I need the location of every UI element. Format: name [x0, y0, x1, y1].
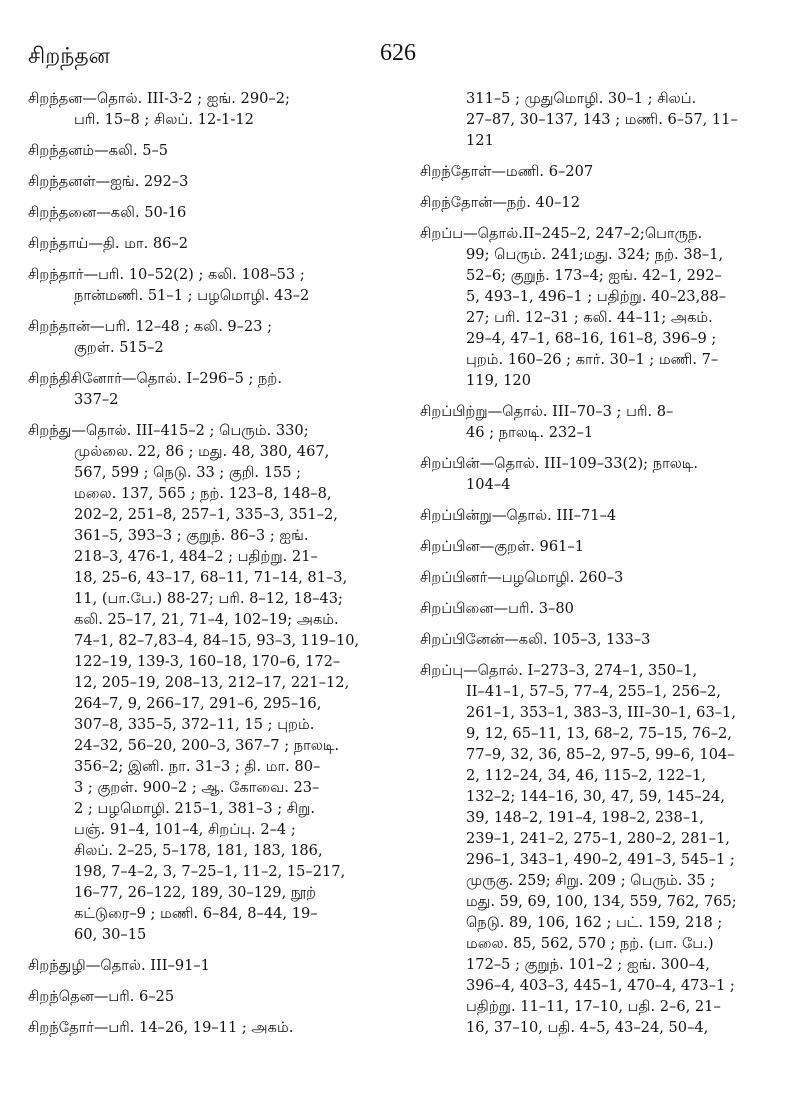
running-head: சிறந்தன	[28, 44, 110, 69]
index-entry	[420, 401, 780, 443]
entry-line: 121	[466, 132, 494, 149]
entry-line: 18, 25–6, 43–17, 68–11, 71–14, 81–3,	[74, 569, 348, 586]
index-entry	[420, 536, 780, 557]
entry-line: 104–4	[466, 476, 511, 493]
entry-line: முல்லை. 22, 86 ; மது. 48, 380, 467,	[74, 443, 330, 460]
index-entry	[28, 1017, 388, 1038]
entry-line: 24–32, 56–20, 200–3, 367–7 ; நாலடி.	[74, 737, 340, 754]
index-entry	[28, 986, 388, 1007]
entry-line: 356–2; இனி. நா. 31–3 ; தி. மா. 80–	[74, 758, 321, 775]
index-entry	[28, 88, 388, 130]
entry-line: 39, 148–2, 191–4, 198–2, 238–1,	[466, 809, 705, 826]
entry-line: நெடு. 89, 106, 162 ; பட். 159, 218 ;	[466, 914, 723, 931]
entry-line: 261–1, 353–1, 383–3, III–30–1, 63–1,	[466, 704, 736, 721]
entry-line: 52–6; குறுந். 173–4; ஐங். 42–1, 292–	[466, 267, 722, 284]
entry-line: 3 ; குறள். 900–2 ; ஆ. கோவை. 23–	[74, 779, 320, 796]
entry-line: பரி. 15–8 ; சிலப். 12-1-12	[74, 111, 254, 128]
index-entry	[420, 660, 780, 1038]
entry-line: சிறந்தனை—கலி. 50-16	[28, 204, 187, 221]
entry-line: சிறந்தாய்—தி. மா. 86–2	[28, 235, 188, 252]
index-entry	[28, 202, 388, 223]
index-entry	[420, 629, 780, 650]
index-entry	[28, 140, 388, 161]
index-entry	[28, 420, 388, 945]
entry-line: 2 ; பழமொழி. 215–1, 381–3 ; சிறு.	[74, 800, 316, 817]
index-entry	[420, 505, 780, 526]
entry-line: சிறப்பின்—தொல். III–109–33(2); நாலடி.	[420, 455, 699, 472]
entry-line: 46 ; நாலடி. 232–1	[466, 424, 594, 441]
entry-line: சிறப்பு—தொல். I–273–3, 274–1, 350–1,	[420, 662, 698, 679]
entry-line: 16, 37–10, பதி. 4–5, 43–24, 50–4,	[466, 1019, 709, 1036]
entry-line: மது. 59, 69, 100, 134, 559, 762, 765;	[466, 893, 737, 910]
entry-line: சிறந்துழி—தொல். III–91–1	[28, 957, 210, 974]
entry-line: 119, 120	[466, 372, 531, 389]
entry-line: 12, 205–19, 208–13, 212–17, 221–12,	[74, 674, 350, 691]
entry-line: சிறந்து—தொல். III–415–2 ; பெரும். 330;	[28, 422, 309, 439]
entry-line: 307–8, 335–5, 372–11, 15 ; புறம்.	[74, 716, 315, 733]
entry-line: 198, 7–4–2, 3, 7–25–1, 11–2, 15–217,	[74, 863, 346, 880]
entry-line: சிறந்திசினோர்—தொல். I–296–5 ; நற்.	[28, 370, 282, 387]
index-entry	[28, 955, 388, 976]
entry-line: 172–5 ; குறுந். 101–2 ; ஐங். 300–4,	[466, 956, 710, 973]
index-entry	[28, 264, 388, 306]
entry-line: நான்மணி. 51–1 ; பழமொழி. 43–2	[74, 287, 310, 304]
entry-line: 567, 599 ; நெடு. 33 ; குறி. 155 ;	[74, 464, 302, 481]
index-entry	[28, 171, 388, 192]
entry-line: சிறந்தார்—பரி. 10–52(2) ; கலி. 108–53 ;	[28, 266, 305, 283]
entry-line: 122–19, 139-3, 160–18, 170–6, 172–	[74, 653, 341, 670]
entry-line: 99; பெரும். 241;மது. 324; நற். 38–1,	[466, 246, 724, 263]
entry-line: 311–5 ; முதுமொழி. 30–1 ; சிலப்.	[466, 90, 697, 107]
index-entry	[420, 598, 780, 619]
entry-line: 132–2; 144–16, 30, 47, 59, 145–24,	[466, 788, 725, 805]
index-entry	[28, 316, 388, 358]
index-entry	[420, 223, 780, 391]
entry-line: மலை. 85, 562, 570 ; நற். (பா. பே.)	[466, 935, 714, 952]
entry-line: II–41–1, 57–5, 77–4, 255–1, 256–2,	[466, 683, 721, 700]
entry-line: 264–7, 9, 266–17, 291–6, 295–16,	[74, 695, 322, 712]
entry-line: குறள். 515–2	[74, 339, 164, 356]
entry-line: சிறந்தோன்—நற். 40–12	[420, 194, 580, 211]
entry-line: சிறந்தனள்—ஐங். 292–3	[28, 173, 189, 190]
entry-line: பஞ். 91–4, 101–4, சிறப்பு. 2–4 ;	[74, 821, 296, 838]
entry-line: சிறப்ப—தொல்.II–245–2, 247–2;பொருந.	[420, 225, 703, 242]
page-number: 626	[380, 40, 416, 66]
left-column	[28, 88, 388, 1048]
entry-line: 239–1, 241–2, 275–1, 280–2, 281–1,	[466, 830, 730, 847]
entry-line: 2, 112–24, 34, 46, 115–2, 122–1,	[466, 767, 707, 784]
entry-line: 11, (பா.பே.) 88-27; பரி. 8–12, 18–43;	[74, 590, 343, 607]
entry-line: கட்டுரை–9 ; மணி. 6–84, 8–44, 19–	[74, 905, 318, 922]
entry-line: சிறப்பின—குறள். 961–1	[420, 538, 584, 555]
entry-line: பதிற்று. 11–11, 17–10, பதி. 2–6, 21–	[466, 998, 721, 1015]
entry-line: 77–9, 32, 36, 85–2, 97–5, 99–6, 104–	[466, 746, 735, 763]
index-entry	[420, 88, 780, 151]
entry-line: 202–2, 251–8, 257–1, 335–3, 351–2,	[74, 506, 338, 523]
entry-line: சிறப்பினை—பரி. 3–80	[420, 600, 574, 617]
entry-line: சிறப்பினர்—பழமொழி. 260–3	[420, 569, 624, 586]
entry-line: 27; பரி. 12–31 ; கலி. 44–11; அகம்.	[466, 309, 713, 326]
entry-line: 74–1, 82–7,83–4, 84–15, 93–3, 119–10,	[74, 632, 360, 649]
entry-line: சிறந்தோர்—பரி. 14–26, 19–11 ; அகம்.	[28, 1019, 294, 1036]
entry-line: சிறந்தோள்—மணி. 6–207	[420, 163, 594, 180]
entry-line: சிறப்பின்று—தொல். III–71–4	[420, 507, 617, 524]
entry-line: சிறந்தென—பரி. 6–25	[28, 988, 175, 1005]
entry-line: 5, 493–1, 496–1 ; பதிற்று. 40–23,88–	[466, 288, 727, 305]
index-entry	[28, 368, 388, 410]
entry-line: 16–77, 26–122, 189, 30–129, நூற்	[74, 884, 317, 901]
entry-line: 60, 30–15	[74, 926, 147, 943]
index-entry	[420, 453, 780, 495]
entry-line: சிறந்தான்—பரி. 12–48 ; கலி. 9–23 ;	[28, 318, 273, 335]
entry-line: முருகு. 259; சிறு. 209 ; பெரும். 35 ;	[466, 872, 716, 889]
entry-line: புறம். 160–26 ; கார். 30–1 ; மணி. 7–	[466, 351, 719, 368]
index-entry	[420, 161, 780, 182]
entry-line: சிறப்பிற்று—தொல். III–70–3 ; பரி. 8–	[420, 403, 674, 420]
entry-line: 218–3, 476-1, 484–2 ; பதிற்று. 21–	[74, 548, 318, 565]
index-entry	[28, 233, 388, 254]
right-column	[420, 88, 780, 1048]
entry-line: கலி. 25–17, 21, 71–4, 102–19; அகம்.	[74, 611, 339, 628]
index-entry	[420, 192, 780, 213]
entry-line: சிறந்தன—தொல். III-3-2 ; ஐங். 290–2;	[28, 90, 290, 107]
entry-line: 361–5, 393–3 ; குறுந். 86–3 ; ஐங்.	[74, 527, 309, 544]
entry-line: சிறப்பினேன்—கலி. 105–3, 133–3	[420, 631, 651, 648]
entry-line: சிலப். 2–25, 5–178, 181, 183, 186,	[74, 842, 323, 859]
entry-line: 296–1, 343–1, 490–2, 491–3, 545–1 ;	[466, 851, 735, 868]
entry-line: 337–2	[74, 391, 119, 408]
entry-line: சிறந்தனம்—கலி. 5–5	[28, 142, 169, 159]
entry-line: மலை. 137, 565 ; நற். 123–8, 148–8,	[74, 485, 332, 502]
index-entry	[420, 567, 780, 588]
entry-line: 29–4, 47–1, 68–16, 161–8, 396–9 ;	[466, 330, 717, 347]
entry-line: 9, 12, 65–11, 13, 68–2, 75–15, 76–2,	[466, 725, 732, 742]
entry-line: 27–87, 30–137, 143 ; மணி. 6–57, 11–	[466, 111, 738, 128]
entry-line: 396–4, 403–3, 445–1, 470–4, 473–1 ;	[466, 977, 735, 994]
